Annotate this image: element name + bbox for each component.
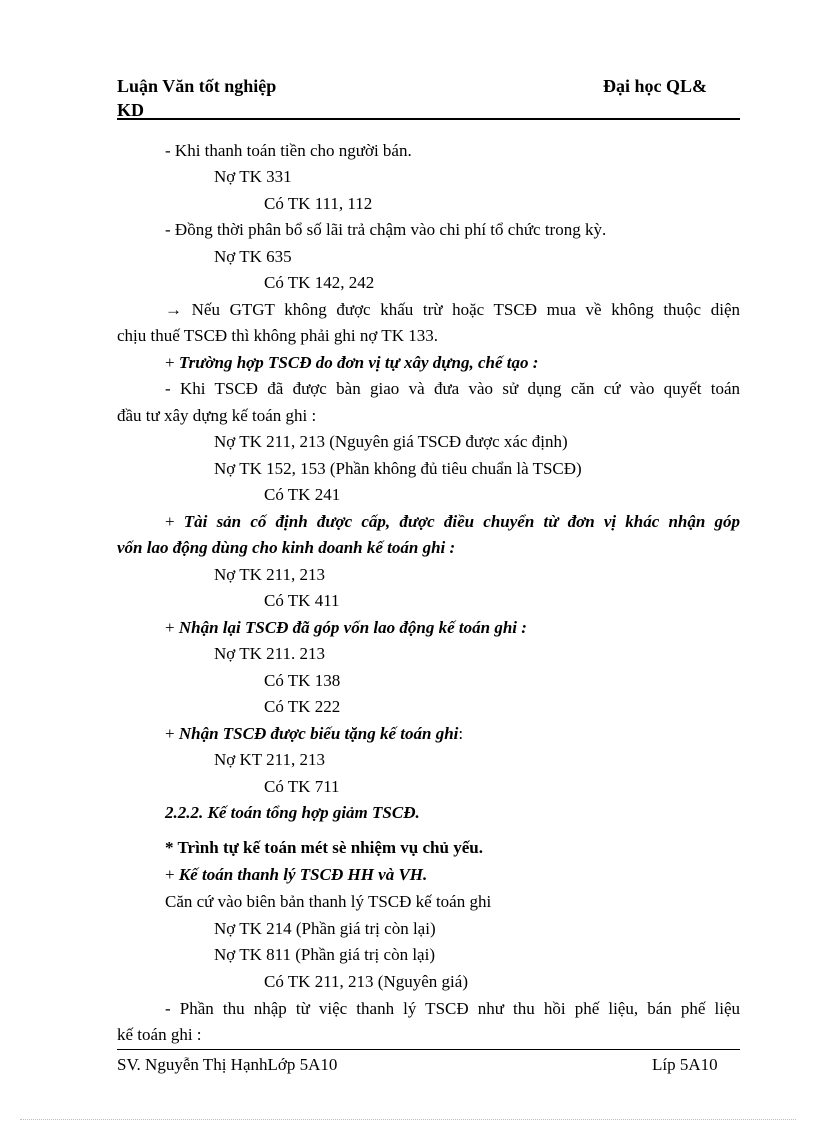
header-title-line2: KD [117, 100, 144, 120]
body-line: Nợ TK 211. 213 [214, 644, 325, 663]
footer-class: Líp 5A10 [652, 1055, 718, 1074]
footer-divider [117, 1049, 740, 1050]
body-heading [117, 511, 740, 533]
heading-text: Kế toán thanh lý TSCĐ HH và VH. [178, 865, 428, 884]
body-line: - Khi TSCĐ đã được bàn giao và đưa vào sử dụng căn cứ vào quyết toán [165, 379, 740, 398]
body-line: Nợ TK 811 (Phần giá trị còn lại) [214, 945, 435, 964]
heading-text: Nhận TSCĐ được biếu tặng kế toán ghi [178, 724, 459, 743]
heading-prefix: + [165, 618, 179, 637]
body-line: Nợ TK 211, 213 (Nguyên giá TSCĐ được xác định) [214, 432, 568, 451]
body-line: Nợ KT 211, 213 [214, 750, 325, 769]
body-line: - Phần thu nhập từ việc thanh lý TSCĐ như thu hồi phế liệu, bán phế liệu [165, 999, 740, 1018]
body-heading: vốn lao động dùng cho kinh doanh kế toán ghi : [117, 538, 456, 557]
heading-text: Tài sản cố định được cấp, được điều chuyển từ đơn vị khác nhận góp [183, 512, 741, 531]
heading-prefix: + [165, 724, 179, 743]
body-line: Có TK 138 [264, 671, 341, 690]
body-heading [165, 864, 427, 886]
body-line: Có TK 142, 242 [264, 273, 375, 292]
page-bottom-dotted-border [20, 1119, 796, 1120]
heading-prefix: + [165, 512, 184, 531]
subsection-heading: * Trình tự kế toán mét sè nhiệm vụ chủ yếu. [165, 838, 483, 857]
body-line: Nợ TK 635 [214, 247, 292, 266]
body-line: Nợ TK 211, 213 [214, 565, 325, 584]
header-university: Đại học QL& [603, 76, 708, 96]
body-line: - Đồng thời phân bổ số lãi trả chậm vào chi phí tổ chức trong kỳ. [165, 220, 607, 239]
heading-suffix: : [458, 724, 464, 743]
body-line: Có TK 211, 213 (Nguyên giá) [264, 972, 468, 991]
body-line: Nợ TK 331 [214, 167, 292, 186]
heading-text: Nhận lại TSCĐ đã góp vốn lao động kế toán ghi : [178, 618, 527, 637]
body-line: kế toán ghi : [117, 1025, 202, 1044]
body-line: Có TK 222 [264, 697, 341, 716]
body-line: Có TK 411 [264, 591, 340, 610]
body-heading [165, 352, 538, 374]
heading-text: Trường hợp TSCĐ do đơn vị tự xây dựng, chế tạo : [178, 353, 539, 372]
body-heading [165, 723, 463, 745]
header-divider [117, 118, 740, 120]
footer-student: SV. Nguyễn Thị HạnhLớp 5A10 [117, 1055, 338, 1074]
header-title [117, 74, 276, 122]
heading-prefix: + [165, 865, 179, 884]
body-line: - Khi thanh toán tiền cho người bán. [165, 141, 412, 160]
body-line: Có TK 711 [264, 777, 340, 796]
body-line: Có TK 111, 112 [264, 194, 373, 213]
body-line: → Nếu GTGT không được khấu trừ hoặc TSCĐ mua về không thuộc diện [165, 300, 740, 319]
header-title-line1: Luận Văn tốt nghiệp [117, 76, 277, 96]
heading-prefix: + [165, 353, 179, 372]
body-line: đầu tư xây dựng kế toán ghi : [117, 406, 317, 425]
body-line: Có TK 241 [264, 485, 341, 504]
body-line: chịu thuế TSCĐ thì không phải ghi nợ TK 133. [117, 326, 438, 345]
section-heading: 2.2.2. Kế toán tổng hợp giảm TSCĐ. [165, 803, 420, 822]
body-line: Nợ TK 214 (Phần giá trị còn lại) [214, 919, 436, 938]
body-heading [165, 617, 527, 639]
body-line: Căn cứ vào biên bản thanh lý TSCĐ kế toán ghi [165, 892, 492, 911]
body-line: Nợ TK 152, 153 (Phần không đủ tiêu chuẩn là TSCĐ) [214, 459, 582, 478]
